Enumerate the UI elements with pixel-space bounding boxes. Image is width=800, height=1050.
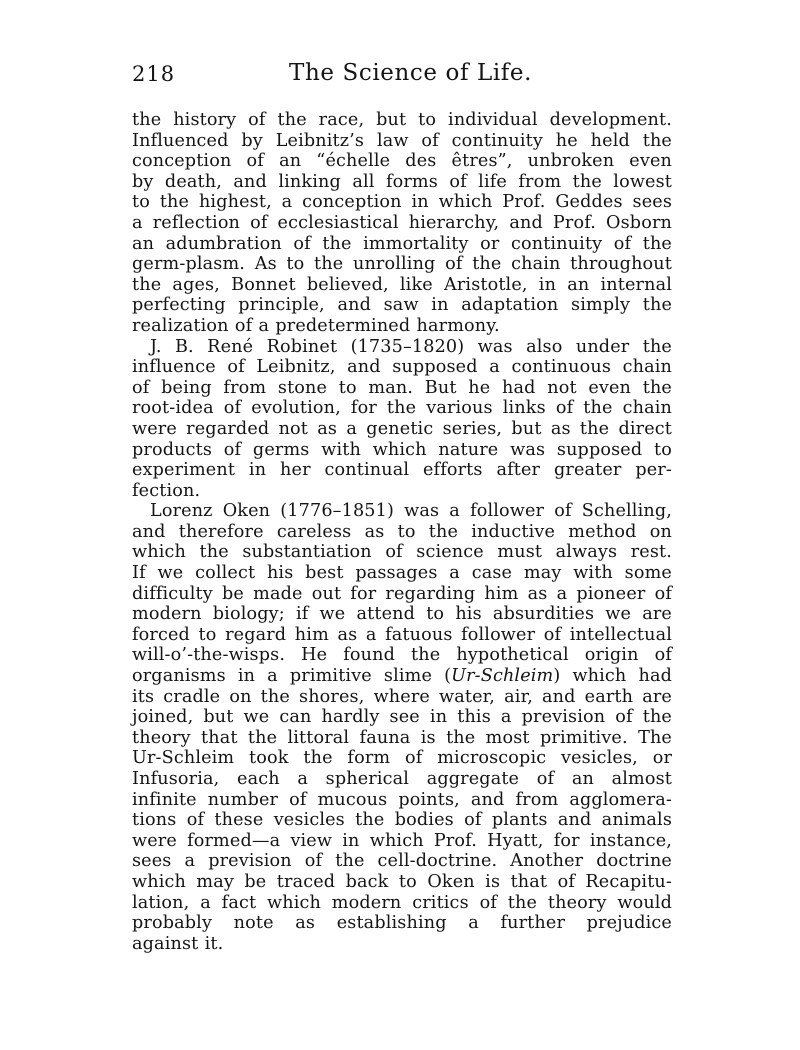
text-line: probably note as establishing a further prejudice (132, 913, 672, 934)
text-line: Lorenz Oken (1776–1851) was a follower of Schelling, (150, 501, 672, 522)
text-line: against it. (132, 933, 224, 954)
text-line: its cradle on the shores, where water, air, and earth are (132, 686, 672, 707)
text-line: Infusoria, each a spherical aggregate of an almost (132, 769, 672, 789)
text-line: will-o’-the-wisps. He found the hypothetical origin of (132, 645, 672, 666)
text-line: which the substantiation of science must always rest. (132, 542, 672, 563)
text-line: realization of a predetermined harmony. (132, 315, 500, 336)
text-line: and therefore careless as to the inductive method on (132, 521, 672, 542)
text-line: sees a prevision of the cell-doctrine. Another doctrine (132, 851, 672, 872)
text-line: difficulty be made out for regarding him as a pioneer of (132, 583, 672, 604)
text-line: organisms in a primitive slime (Ur-Schleim) which had (132, 666, 672, 687)
text-line: Ur-Schleim took the form of microscopic vesicles, or (132, 748, 672, 769)
text-line: a reflection of ecclesiastical hierarchy, and Prof. Osborn (132, 212, 672, 233)
text-line: products of germs with which nature was supposed to (132, 439, 672, 460)
body-text (132, 110, 672, 954)
text-line: were regarded not as a genetic series, but as the direct (132, 418, 672, 439)
text-line: germ-plasm. As to the unrolling of the chain throughout (132, 254, 672, 275)
text-line: If we collect his best passages a case may with some (132, 563, 672, 584)
text-line: forced to regard him as a fatuous follower of intellectual (132, 624, 672, 645)
text-line: infinite number of mucous points, and from agglomera- (132, 789, 672, 810)
text-line: perfecting principle, and saw in adaptation simply the (132, 295, 672, 316)
text-line: by death, and linking all forms of life from the lowest (132, 171, 672, 192)
italic-term: Ur-Schleim (451, 666, 554, 687)
text-line: root-idea of evolution, for the various links of the chain (132, 398, 672, 419)
text-line: theory that the littoral fauna is the most primitive. The (132, 727, 672, 748)
text-line: Influenced by Leibnitz’s law of continuity he held the (132, 130, 672, 151)
running-title: The Science of Life. (289, 60, 533, 86)
text-line: the history of the race, but to individual development. (132, 110, 672, 130)
text-line: modern biology; if we attend to his absurdities we are (132, 604, 672, 625)
text-line: to the highest, a conception in which Prof. Geddes sees (132, 192, 672, 213)
text-line: lation, a fact which modern critics of the theory would (132, 892, 672, 913)
text-line: experiment in her continual efforts after greater per- (132, 460, 672, 481)
page-number: 218 (132, 62, 176, 86)
text-line: conception of an “échelle des êtres”, unbroken even (132, 151, 672, 172)
text-line: J. B. René Robinet (1735–1820) was also under the (150, 336, 672, 357)
text-line: joined, but we can hardly see in this a prevision of the (132, 707, 672, 728)
text-line: fection. (132, 480, 201, 501)
text-line: influence of Leibnitz, and supposed a continuous chain (132, 357, 672, 378)
text-line: tions of these vesicles the bodies of plants and animals (132, 810, 672, 831)
text-line: an adumbration of the immortality or continuity of the (132, 233, 672, 254)
text-line: the ages, Bonnet believed, like Aristotle, in an internal (132, 274, 672, 295)
text-line: of being from stone to man. But he had not even the (132, 377, 672, 398)
text-line: which may be traced back to Oken is that of Recapitu- (132, 871, 672, 892)
text-line: were formed—a view in which Prof. Hyatt, for instance, (132, 830, 672, 851)
